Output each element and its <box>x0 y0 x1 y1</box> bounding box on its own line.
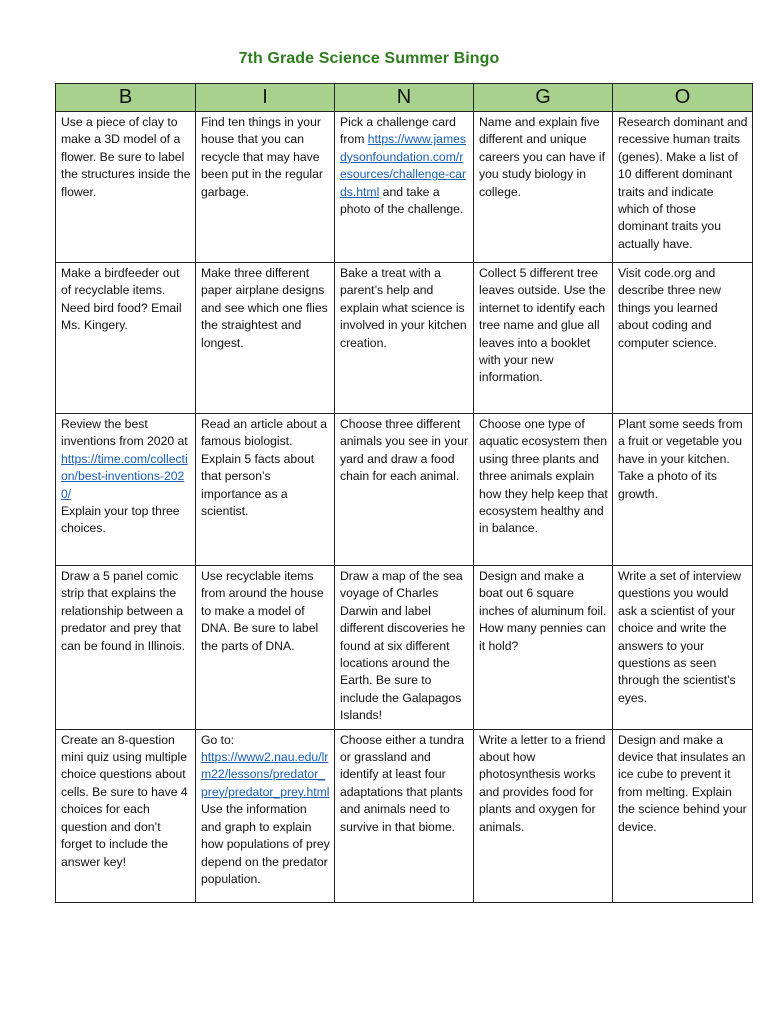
table-row <box>56 414 753 566</box>
header-i: I <box>196 84 335 112</box>
cell-text: Explain your top three choices. <box>61 504 180 536</box>
table-row <box>56 263 753 414</box>
bingo-cell <box>196 729 335 902</box>
bingo-board <box>55 83 753 903</box>
bingo-cell: Bake a treat with a parent’s help and explain what science is involved in your kitchen creation. <box>335 263 474 414</box>
bingo-cell: Choose either a tundra or grassland and identify at least four adaptations that plants and animals need to survive in that biome. <box>335 729 474 902</box>
bingo-cell: Find ten things in your house that you can recycle that may have been put in the regular garbage. <box>196 112 335 263</box>
cell-text: Pick a challenge card from <box>340 115 456 147</box>
header-g: G <box>474 84 613 112</box>
table-row <box>56 112 753 263</box>
bingo-cell: Make a birdfeeder out of recyclable items. Need bird food? Email Ms. Kingery. <box>56 263 196 414</box>
bingo-cell <box>56 414 196 566</box>
bingo-cell: Write a letter to a friend about how photosynthesis works and provides food for plants and oxygen for animals. <box>474 729 613 902</box>
bingo-cell <box>335 112 474 263</box>
cell-text: Review the best inventions from 2020 at <box>61 417 188 449</box>
bingo-cell: Collect 5 different tree leaves outside. Use the internet to identify each tree name and glue all leaves into a booklet with your new information. <box>474 263 613 414</box>
bingo-cell: Read an article about a famous biologist. Explain 5 facts about that person’s importance as a scientist. <box>196 414 335 566</box>
page-title: 7th Grade Science Summer Bingo <box>238 50 500 67</box>
table-row <box>56 729 753 902</box>
bingo-cell: Design and make a device that insulates an ice cube to prevent it from melting. Explain the science behind your device. <box>613 729 753 902</box>
bingo-cell: Plant some seeds from a fruit or vegetable you have in your kitchen. Take a photo of its growth. <box>613 414 753 566</box>
challenge-card-link[interactable]: https://www.jamesdysonfoundation.com/resources/challenge-cards.html <box>340 132 467 199</box>
bingo-cell: Write a set of interview questions you would ask a scientist of your choice and write the answers to your questions as seen through the scientist’s eyes. <box>613 566 753 730</box>
bingo-cell: Draw a 5 panel comic strip that explains the relationship between a predator and prey that can be found in Illinois. <box>56 566 196 730</box>
cell-text: and take a photo of the challenge. <box>340 184 464 217</box>
bingo-cell: Choose three different animals you see in your yard and draw a food chain for each animal. <box>335 414 474 566</box>
bingo-cell: Name and explain five different and unique careers you can have if you study biology in college. <box>474 112 613 263</box>
cell-text: Go to: <box>201 732 235 747</box>
bingo-cell: Design and make a boat out 6 square inches of aluminum foil. How many pennies can it hold? <box>474 566 613 730</box>
bingo-cell: Use a piece of clay to make a 3D model of a flower. Be sure to label the structures inside the flower. <box>56 112 196 263</box>
cell-text: Use the information and graph to explain how populations of prey depend on the predator population. <box>201 802 330 886</box>
bingo-cell: Use recyclable items from around the house to make a model of DNA. Be sure to label the parts of DNA. <box>196 566 335 730</box>
bingo-cell: Draw a map of the sea voyage of Charles Darwin and label different discoveries he found at six different locations around the Earth. Be sure to include the Galapagos Islands! <box>335 566 474 730</box>
predator-prey-link[interactable]: https://www2.nau.edu/lrm22/lessons/predator_prey/predator_prey.html <box>201 750 330 799</box>
best-inventions-link[interactable]: https://time.com/collection/best-inventions-2020/ <box>61 451 188 501</box>
header-o: O <box>613 84 753 112</box>
bingo-cell: Visit code.org and describe three new things you learned about coding and computer science. <box>613 263 753 414</box>
bingo-cell: Research dominant and recessive human traits (genes). Make a list of 10 different dominant traits and indicate which of those dominant traits you actually have. <box>613 112 753 263</box>
bingo-cell: Choose one type of aquatic ecosystem then using three plants and three animals explain how they help keep that ecosystem healthy and in balance. <box>474 414 613 566</box>
header-n: N <box>335 84 474 112</box>
header-b: B <box>56 84 196 112</box>
bingo-cell: Make three different paper airplane designs and see which one flies the straightest and longest. <box>196 263 335 414</box>
header-row <box>56 84 753 112</box>
table-row <box>56 566 753 730</box>
bingo-cell: Create an 8-question mini quiz using multiple choice questions about cells. Be sure to have 4 choices for each question and don’t forget to include the answer key! <box>56 729 196 902</box>
